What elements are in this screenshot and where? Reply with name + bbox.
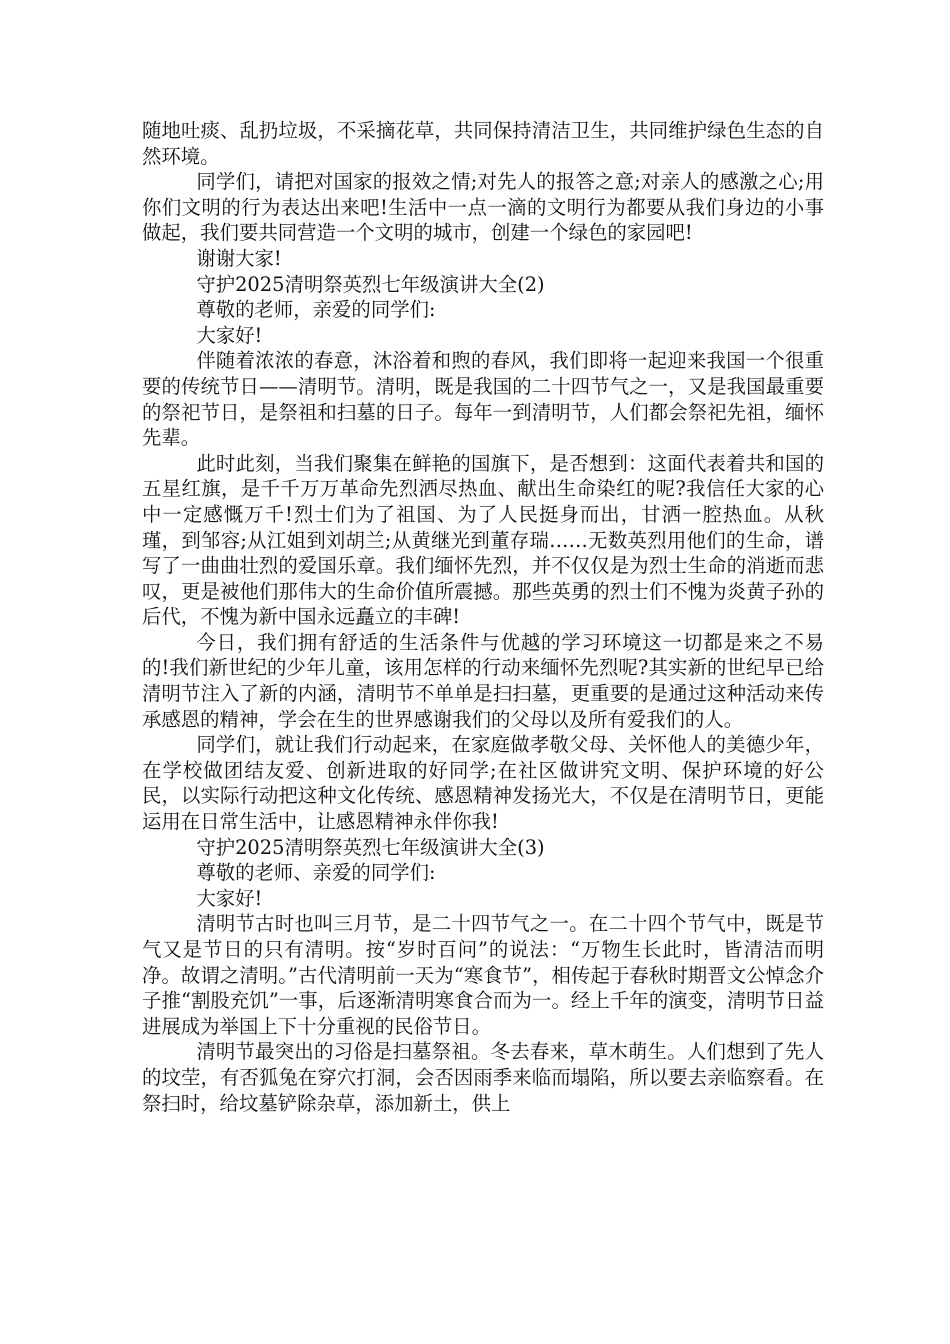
closing-line: 谢谢大家! — [196, 246, 282, 270]
greeting: 大家好! — [196, 886, 263, 910]
paragraph: 清明节最突出的习俗是扫墓祭祖。冬去春来，草木萌生。人们想到了先人的坟茔，有否狐兔在穿穴打洞，会否因雨季来临而塌陷，所以要去亲临察看。在祭扫时，给坟墓铲除杂草，添加新土，供上 — [142, 1040, 824, 1115]
paragraph: 同学们，就让我们行动起来，在家庭做孝敬父母、关怀他人的美德少年，在学校做团结友爱、创新进取的好同学;在社区做讲究文明、保护环境的好公民，以实际行动把这种文化传统、感恩精神发扬光大，不仅是在清明节日，更能运用在日常生活中，让感恩精神永伴你我! — [142, 733, 824, 834]
paragraph: 此时此刻，当我们聚集在鲜艳的国旗下，是否想到：这面代表着共和国的五星红旗，是千千万万革命先烈洒尽热血、献出生命染红的呢?我信任大家的心中一定感慨万千!烈士们为了祖国、为了人民挺身而出，甘洒一腔热血。从秋瑾，到邹容;从江姐到刘胡兰;从黄继光到董存瑞……无数英烈用他们的生命，谱写了一曲曲壮烈的爱国乐章。我们缅怀先烈，并不仅仅是为烈士生命的消逝而悲叹，更是被他们那伟大的生命价值所震撼。那些英勇的烈士们不愧为炎黄子孙的后代，不愧为新中国永远矗立的丰碑! — [142, 451, 824, 629]
speech-title: 守护2025清明祭英烈七年级演讲大全(3) — [196, 835, 545, 859]
paragraph: 伴随着浓浓的春意，沐浴着和煦的春风，我们即将一起迎来我国一个很重要的传统节日——清明节。清明，既是我国的二十四节气之一，又是我国最重要的祭祀节日，是祭祖和扫墓的日子。每年一到清明节，人们都会祭祀先祖，缅怀先辈。 — [142, 349, 824, 450]
greeting: 大家好! — [196, 323, 263, 347]
document-page — [142, 118, 824, 1116]
paragraph: 今日，我们拥有舒适的生活条件与优越的学习环境这一切都是来之不易的!我们新世纪的少年儿童，该用怎样的行动来缅怀先烈呢?其实新的世纪早已给清明节注入了新的内涵，清明节不单单是扫扫墓，更重要的是通过这种活动来传承感恩的精神，学会在生的世界感谢我们的父母以及所有爱我们的人。 — [142, 630, 824, 731]
paragraph: 清明节古时也叫三月节，是二十四节气之一。在二十四个节气中，既是节气又是节日的只有清明。按“岁时百问”的说法：“万物生长此时，皆清洁而明净。故谓之清明。”古代清明前一天为“寒食节”，相传起于春秋时期晋文公悼念介子推“割股充饥”一事，后逐渐清明寒食合而为一。经上千年的演变，清明节日益进展成为举国上下十分重视的民俗节日。 — [142, 912, 824, 1038]
salutation: 尊敬的老师，亲爱的同学们: — [196, 298, 436, 322]
salutation: 尊敬的老师、亲爱的同学们: — [196, 861, 436, 885]
speech-title: 守护2025清明祭英烈七年级演讲大全(2) — [196, 272, 545, 296]
paragraph: 随地吐痰、乱扔垃圾，不采摘花草，共同保持清洁卫生，共同维护绿色生态的自然环境。 — [142, 119, 824, 168]
paragraph: 同学们，请把对国家的报效之情;对先人的报答之意;对亲人的感激之心;用你们文明的行为表达出来吧!生活中一点一滴的文明行为都要从我们身边的小事做起，我们要共同营造一个文明的城市，创建一个绿色的家园吧! — [142, 170, 824, 245]
